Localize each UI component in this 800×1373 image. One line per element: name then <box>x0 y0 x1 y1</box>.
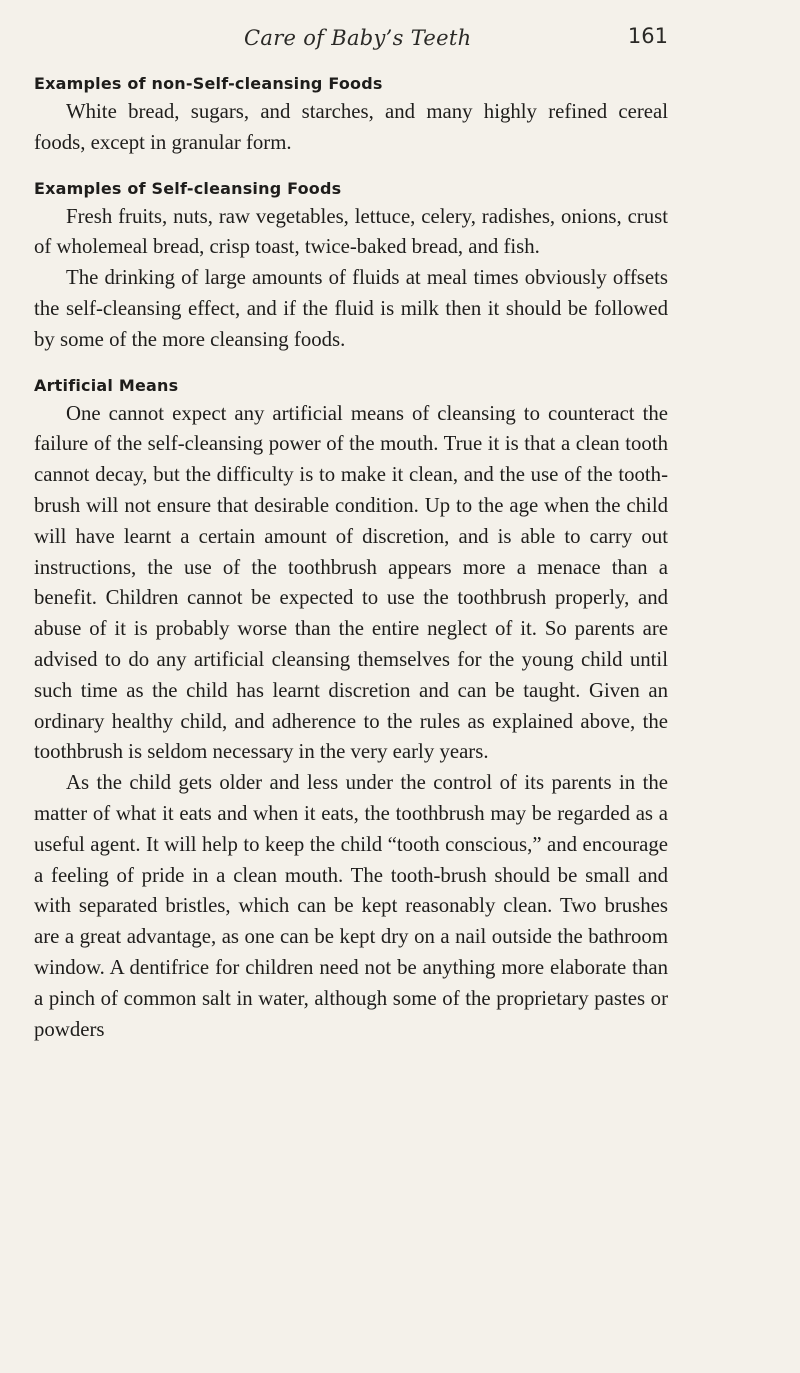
section-self-cleansing-foods <box>34 179 668 356</box>
paragraph: White bread, sugars, and starches, and many highly refined cereal foods, except in granular form. <box>34 100 668 154</box>
paragraph: As the child gets older and less under the control of its parents in the matter of what it eats and when it eats, the toothbrush may be regarded as a useful agent. It will help to keep the child “tooth conscious,” and encourage a feeling of pride in a clean mouth. The tooth-brush should be small and with separated bristles, which can be kept reasonably clean. Two brushes are a great advantage, as one can be kept dry on a nail outside the bathroom window. A dentifrice for children need not be anything more elaborate than a pinch of common salt in water, although some of the proprietary pastes or powders <box>34 771 668 1041</box>
paragraph: One cannot expect any artificial means of cleansing to counteract the failure of the self-cleansing power of the mouth. True it is that a clean tooth cannot decay, but the difficulty is to make it clean, and the use of the tooth-brush will not ensure that desirable condition. Up to the age when the child will have learnt a certain amount of discretion, and is able to carry out instructions, the use of the toothbrush appears more a menace than a benefit. Children cannot be expected to use the toothbrush properly, and abuse of it is probably worse than the entire neglect of it. So parents are advised to do any artificial cleansing themselves for the young child until such time as the child has learnt discretion and can be taught. Given an ordinary healthy child, and adherence to the rules as explained above, the toothbrush is seldom necessary in the very early years. <box>34 401 668 764</box>
paragraph: The drinking of large amounts of fluids at meal times obviously offsets the self-cleansing effect, and if the fluid is milk then it should be followed by some of the more cleansing foods. <box>34 266 668 351</box>
section-artificial-means <box>34 376 668 1046</box>
running-title: Care of Baby’s Teeth <box>244 26 472 50</box>
section-heading: Examples of non-Self-cleansing Foods <box>34 74 383 93</box>
section-heading: Artificial Means <box>34 375 179 395</box>
page-number: 161 <box>627 24 668 48</box>
section-heading: Examples of Self-cleansing Foods <box>34 178 342 198</box>
section-non-self-cleansing-foods <box>34 74 668 159</box>
paragraph: Fresh fruits, nuts, raw vegetables, lettuce, celery, radishes, onions, crust of wholemeal bread, crisp toast, twice-baked bread, and fish. <box>34 204 668 259</box>
running-head <box>34 26 668 60</box>
